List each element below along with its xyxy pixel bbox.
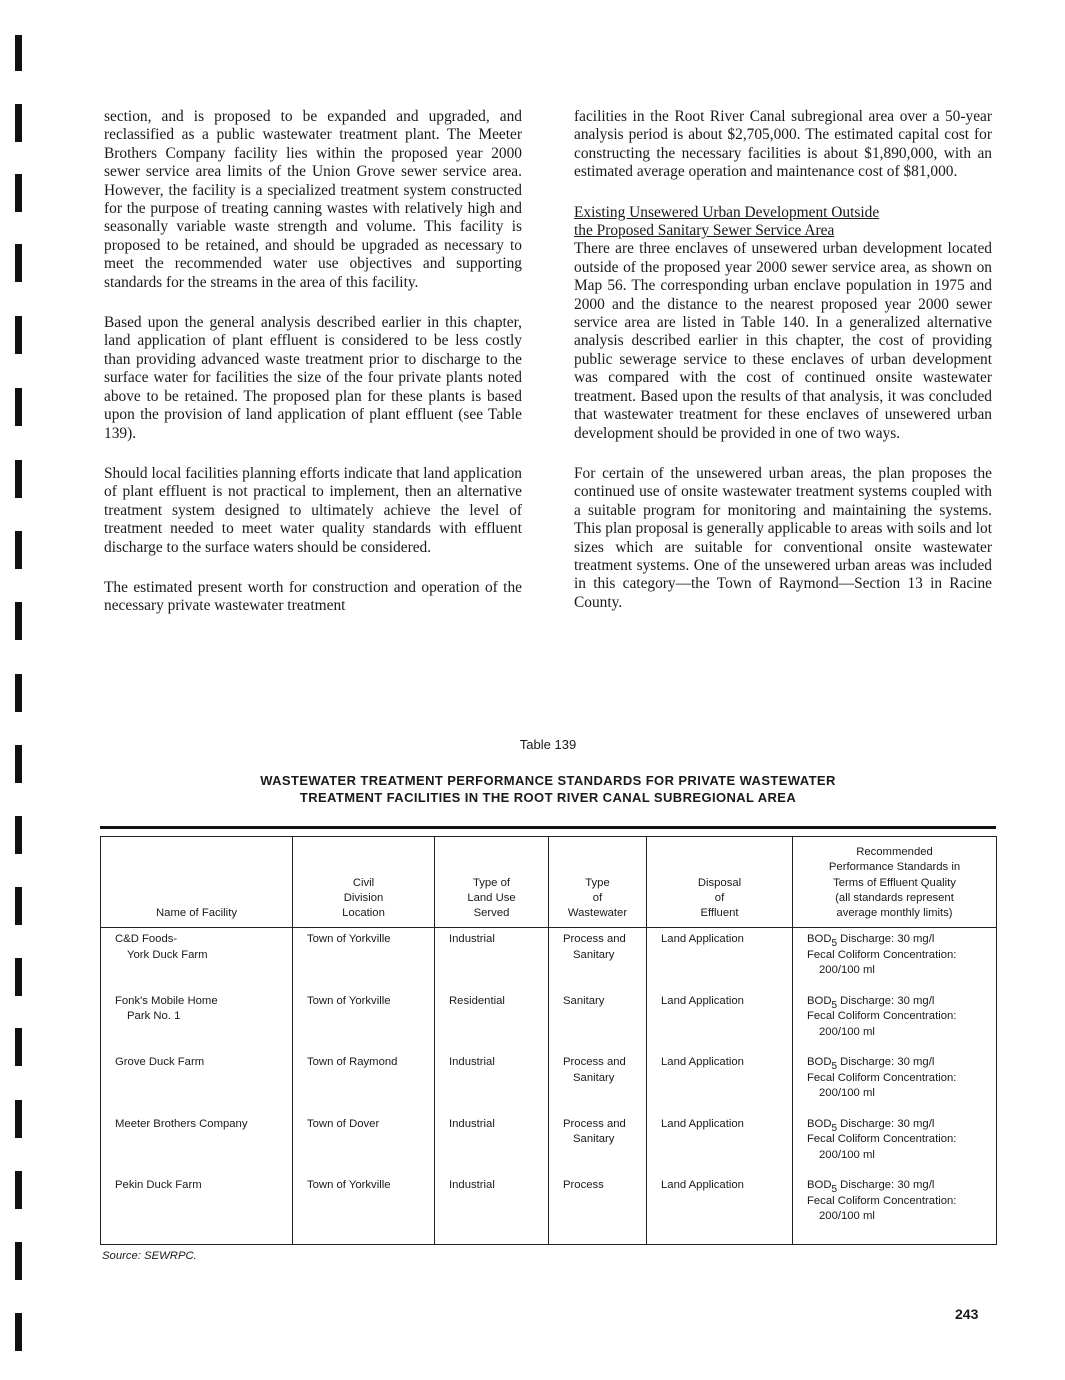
civil-division-cell: Town of Dover (293, 1113, 435, 1175)
binding-mark (15, 674, 22, 712)
land-use-cell: Industrial (435, 1174, 549, 1244)
land-use-cell: Industrial (435, 928, 549, 990)
table-row (101, 1113, 997, 1175)
right-text-column (574, 108, 992, 634)
table-row (101, 1051, 997, 1113)
binding-mark (15, 1028, 22, 1066)
table-header-row (101, 837, 997, 928)
binding-mark (15, 887, 22, 925)
column-header-disposal: Disposal of Effluent (647, 837, 793, 928)
facility-name-cell: Pekin Duck Farm (101, 1174, 293, 1244)
land-use-cell: Industrial (435, 1113, 549, 1175)
civil-division-cell: Town of Yorkville (293, 1174, 435, 1244)
disposal-cell: Land Application (647, 1051, 793, 1113)
binding-mark (15, 1242, 22, 1280)
disposal-cell: Land Application (647, 1174, 793, 1244)
table-row (101, 928, 997, 990)
standards-cell: $BOD_5$ Discharge: 30 mg/l Fecal Coliform Concentration: 200/100 ml (793, 1051, 997, 1113)
binding-mark (15, 244, 22, 282)
table-row (101, 1174, 997, 1244)
column-header-land-use: Type of Land Use Served (435, 837, 549, 928)
body-paragraph: For certain of the unsewered urban areas, the plan proposes the continued use of onsite wastewater treatment systems coupled with a suitable program for monitoring and maintaining the systems. This plan proposal is generally applicable to areas with soils and lot sizes which are suitable for conventional onsite wastewater treatment systems. One of the unsewered urban areas was included in this category—the Town of Raymond—Section 13 in Racine County. (574, 464, 992, 611)
civil-division-cell: Town of Raymond (293, 1051, 435, 1113)
body-paragraph: section, and is proposed to be expanded and upgraded, and reclassified as a public wastewater treatment plant. The Meeter Brothers Company facility lies within the proposed year 2000 sewer service area limits of the Union Grove sewer service area. However, the facility is a specialized treatment system constructed for the purpose of treating canning wastes with relatively high and seasonally variable waste strength and volume. This facility is proposed to be retained, and should be upgraded as necessary to meet the recommended water use objectives and supporting standards for the streams in the area of this facility. (104, 108, 522, 291)
subheading-line: Existing Unsewered Urban Development Outside (574, 203, 880, 221)
body-paragraph: The estimated present worth for construction and operation of the necessary private wastewater treatment (104, 578, 522, 615)
table-number: Table 139 (519, 737, 577, 752)
civil-division-cell: Town of Yorkville (293, 928, 435, 990)
binding-mark (15, 174, 22, 212)
standards-cell: $BOD_5$ Discharge: 30 mg/l Fecal Coliform Concentration: 200/100 ml (793, 1174, 997, 1244)
wastewater-type-cell: Process (549, 1174, 647, 1244)
standards-cell: $BOD_5$ Discharge: 30 mg/l Fecal Coliform Concentration: 200/100 ml (793, 928, 997, 990)
disposal-cell: Land Application (647, 990, 793, 1052)
left-text-column (104, 108, 522, 638)
table-top-rule (100, 826, 996, 829)
column-header-wastewater: Type of Wastewater (549, 837, 647, 928)
facility-name-cell: Grove Duck Farm (101, 1051, 293, 1113)
binding-mark (15, 316, 22, 354)
body-paragraph: facilities in the Root River Canal subregional area over a 50-year analysis period is about $2,705,000. The estimated capital cost for constructing the necessary facilities is about $1,890,000, with an estimated average operation and maintenance cost of $81,000. (574, 108, 992, 181)
disposal-cell: Land Application (647, 928, 793, 990)
table-row (101, 990, 997, 1052)
binding-mark (15, 745, 22, 783)
facility-name-cell: C&D Foods- York Duck Farm (101, 928, 293, 990)
subheading-line: the Proposed Sanitary Sewer Service Area (574, 222, 835, 240)
wastewater-type-cell: Process and Sanitary (549, 1051, 647, 1113)
binding-mark (15, 460, 22, 498)
land-use-cell: Residential (435, 990, 549, 1052)
facility-name-cell: Fonk's Mobile Home Park No. 1 (101, 990, 293, 1052)
binding-mark (15, 388, 22, 426)
binding-mark (15, 1313, 22, 1351)
standards-cell: $BOD_5$ Discharge: 30 mg/l Fecal Coliform Concentration: 200/100 ml (793, 1113, 997, 1175)
column-header-civil-division: Civil Division Location (293, 837, 435, 928)
land-use-cell: Industrial (435, 1051, 549, 1113)
wastewater-type-cell: Process and Sanitary (549, 928, 647, 990)
body-paragraph: There are three enclaves of unsewered urban development located outside of the proposed year 2000 sewer service area, as shown on Map 56. The corresponding urban enclave population in 1975 and 2000 and the distance to the nearest proposed year 2000 sewer service area are listed in Table 140. In a generalized alternative analysis described earlier in this chapter, the cost of providing public sewerage service to these enclaves of urban development was compared with the cost of continued onsite wastewater treatment. Based upon the results of that analysis, it was concluded that wastewater treatment for these enclaves of unsewered urban development should be provided in one of two ways. (574, 240, 992, 442)
binding-mark (15, 958, 22, 996)
wastewater-type-cell: Process and Sanitary (549, 1113, 647, 1175)
body-paragraph: Should local facilities planning efforts indicate that land application of plant effluent is not practical to implement, then an alternative treatment system designed to ultimately achieve the level of treatment needed to meet water quality standards with effluent discharge to the surface waters should be considered. (104, 464, 522, 556)
binding-mark (15, 1171, 22, 1209)
binding-mark (15, 104, 22, 142)
wastewater-type-cell: Sanitary (549, 990, 647, 1052)
performance-standards-table (100, 836, 997, 1245)
table-title-line: WASTEWATER TREATMENT PERFORMANCE STANDARDS FOR PRIVATE WASTEWATER (260, 773, 836, 788)
facility-name-cell: Meeter Brothers Company (101, 1113, 293, 1175)
civil-division-cell: Town of Yorkville (293, 990, 435, 1052)
disposal-cell: Land Application (647, 1113, 793, 1175)
binding-mark (15, 1100, 22, 1138)
section-subheading (574, 204, 992, 241)
binding-mark (15, 602, 22, 640)
binding-mark (15, 35, 22, 71)
body-paragraph: Based upon the general analysis described earlier in this chapter, land application of plant effluent is considered to be less costly than providing advanced waste treatment prior to discharge to the surface water for facilities the size of the four private plants noted above to be retained. The proposed plan for these plants is based upon the provision of land application of plant effluent (see Table 139). (104, 314, 522, 442)
standards-cell: $BOD_5$ Discharge: 30 mg/l Fecal Coliform Concentration: 200/100 ml (793, 990, 997, 1052)
table-title (100, 772, 996, 806)
column-header-facility: Name of Facility (101, 837, 293, 928)
binding-mark (15, 816, 22, 854)
column-header-standards: Recommended Performance Standards in Terms of Effluent Quality (all standards represent average monthly limits) (793, 837, 997, 928)
binding-mark (15, 531, 22, 569)
table-source-note: Source: SEWRPC. (102, 1250, 197, 1262)
page-number: 243 (955, 1306, 979, 1322)
table-title-line: TREATMENT FACILITIES IN THE ROOT RIVER CANAL SUBREGIONAL AREA (299, 790, 797, 805)
